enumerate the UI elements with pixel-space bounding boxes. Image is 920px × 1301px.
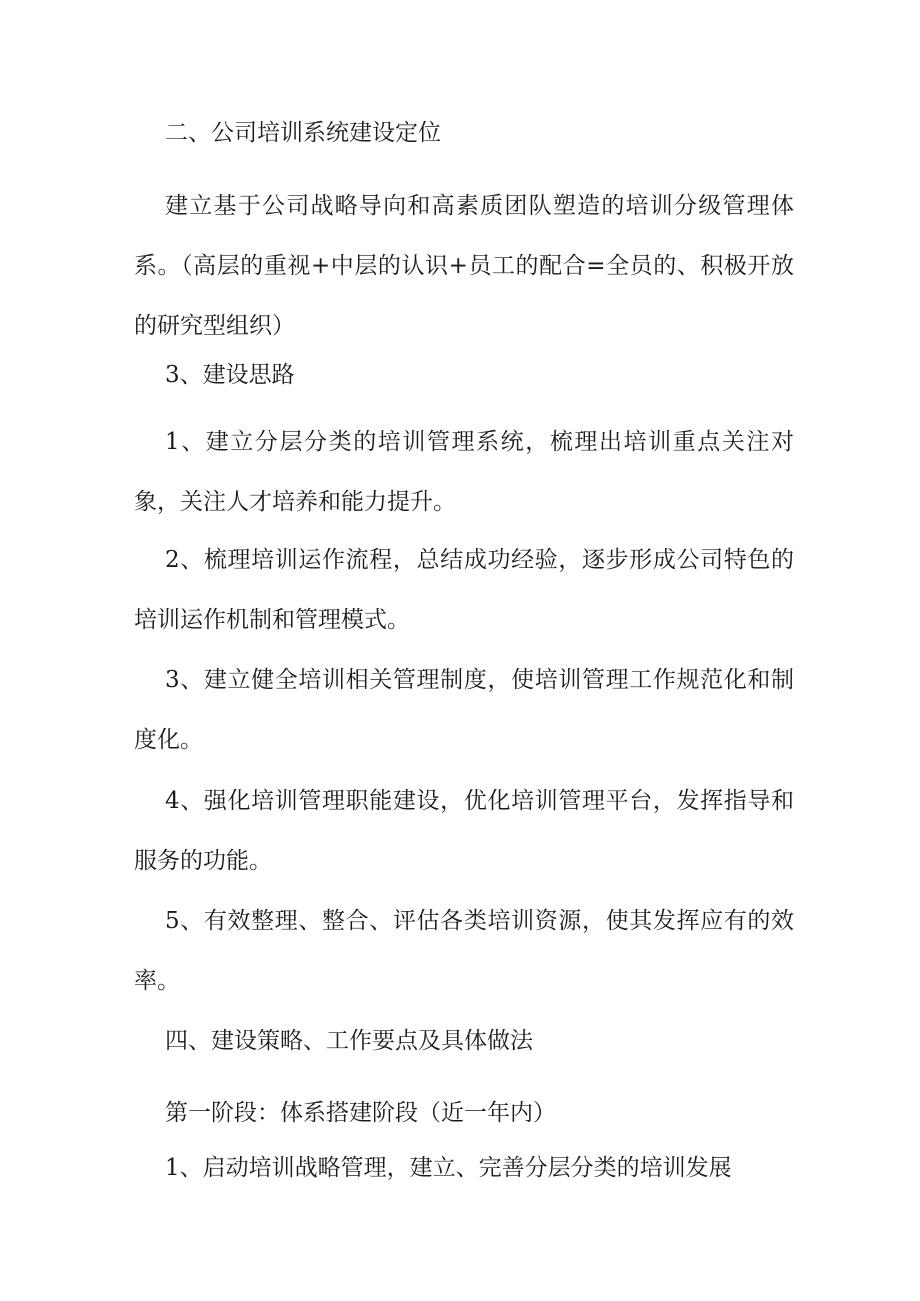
heading-construction-ideas: 3、建设思路 [165, 362, 295, 388]
paragraph-positioning-body: 建立基于公司战略导向和高素质团队塑造的培训分级管理体系。（高层的重视+中层的认识+员工的配合=全员的、积极开放的研究型组织） [134, 193, 794, 339]
phase-one-item-1: 1、启动培训战略管理，建立、完善分层分类的培训发展 [165, 1155, 732, 1181]
list-item-2: 2、梳理培训运作流程，总结成功经验，逐步形成公司特色的培训运作机制和管理模式。 [134, 547, 794, 633]
list-item-1: 1、建立分层分类的培训管理系统，梳理出培训重点关注对象，关注人才培养和能力提升。 [134, 429, 794, 515]
list-item-4: 4、强化培训管理职能建设，优化培训管理平台，发挥指导和服务的功能。 [134, 788, 794, 874]
heading-training-positioning: 二、公司培训系统建设定位 [165, 120, 441, 146]
heading-phase-one: 第一阶段：体系搭建阶段（近一年内） [165, 1100, 556, 1126]
heading-strategy: 四、建设策略、工作要点及具体做法 [165, 1028, 533, 1054]
list-item-3: 3、建立健全培训相关管理制度，使培训管理工作规范化和制度化。 [134, 667, 794, 753]
list-item-5: 5、有效整理、整合、评估各类培训资源，使其发挥应有的效率。 [134, 908, 794, 994]
